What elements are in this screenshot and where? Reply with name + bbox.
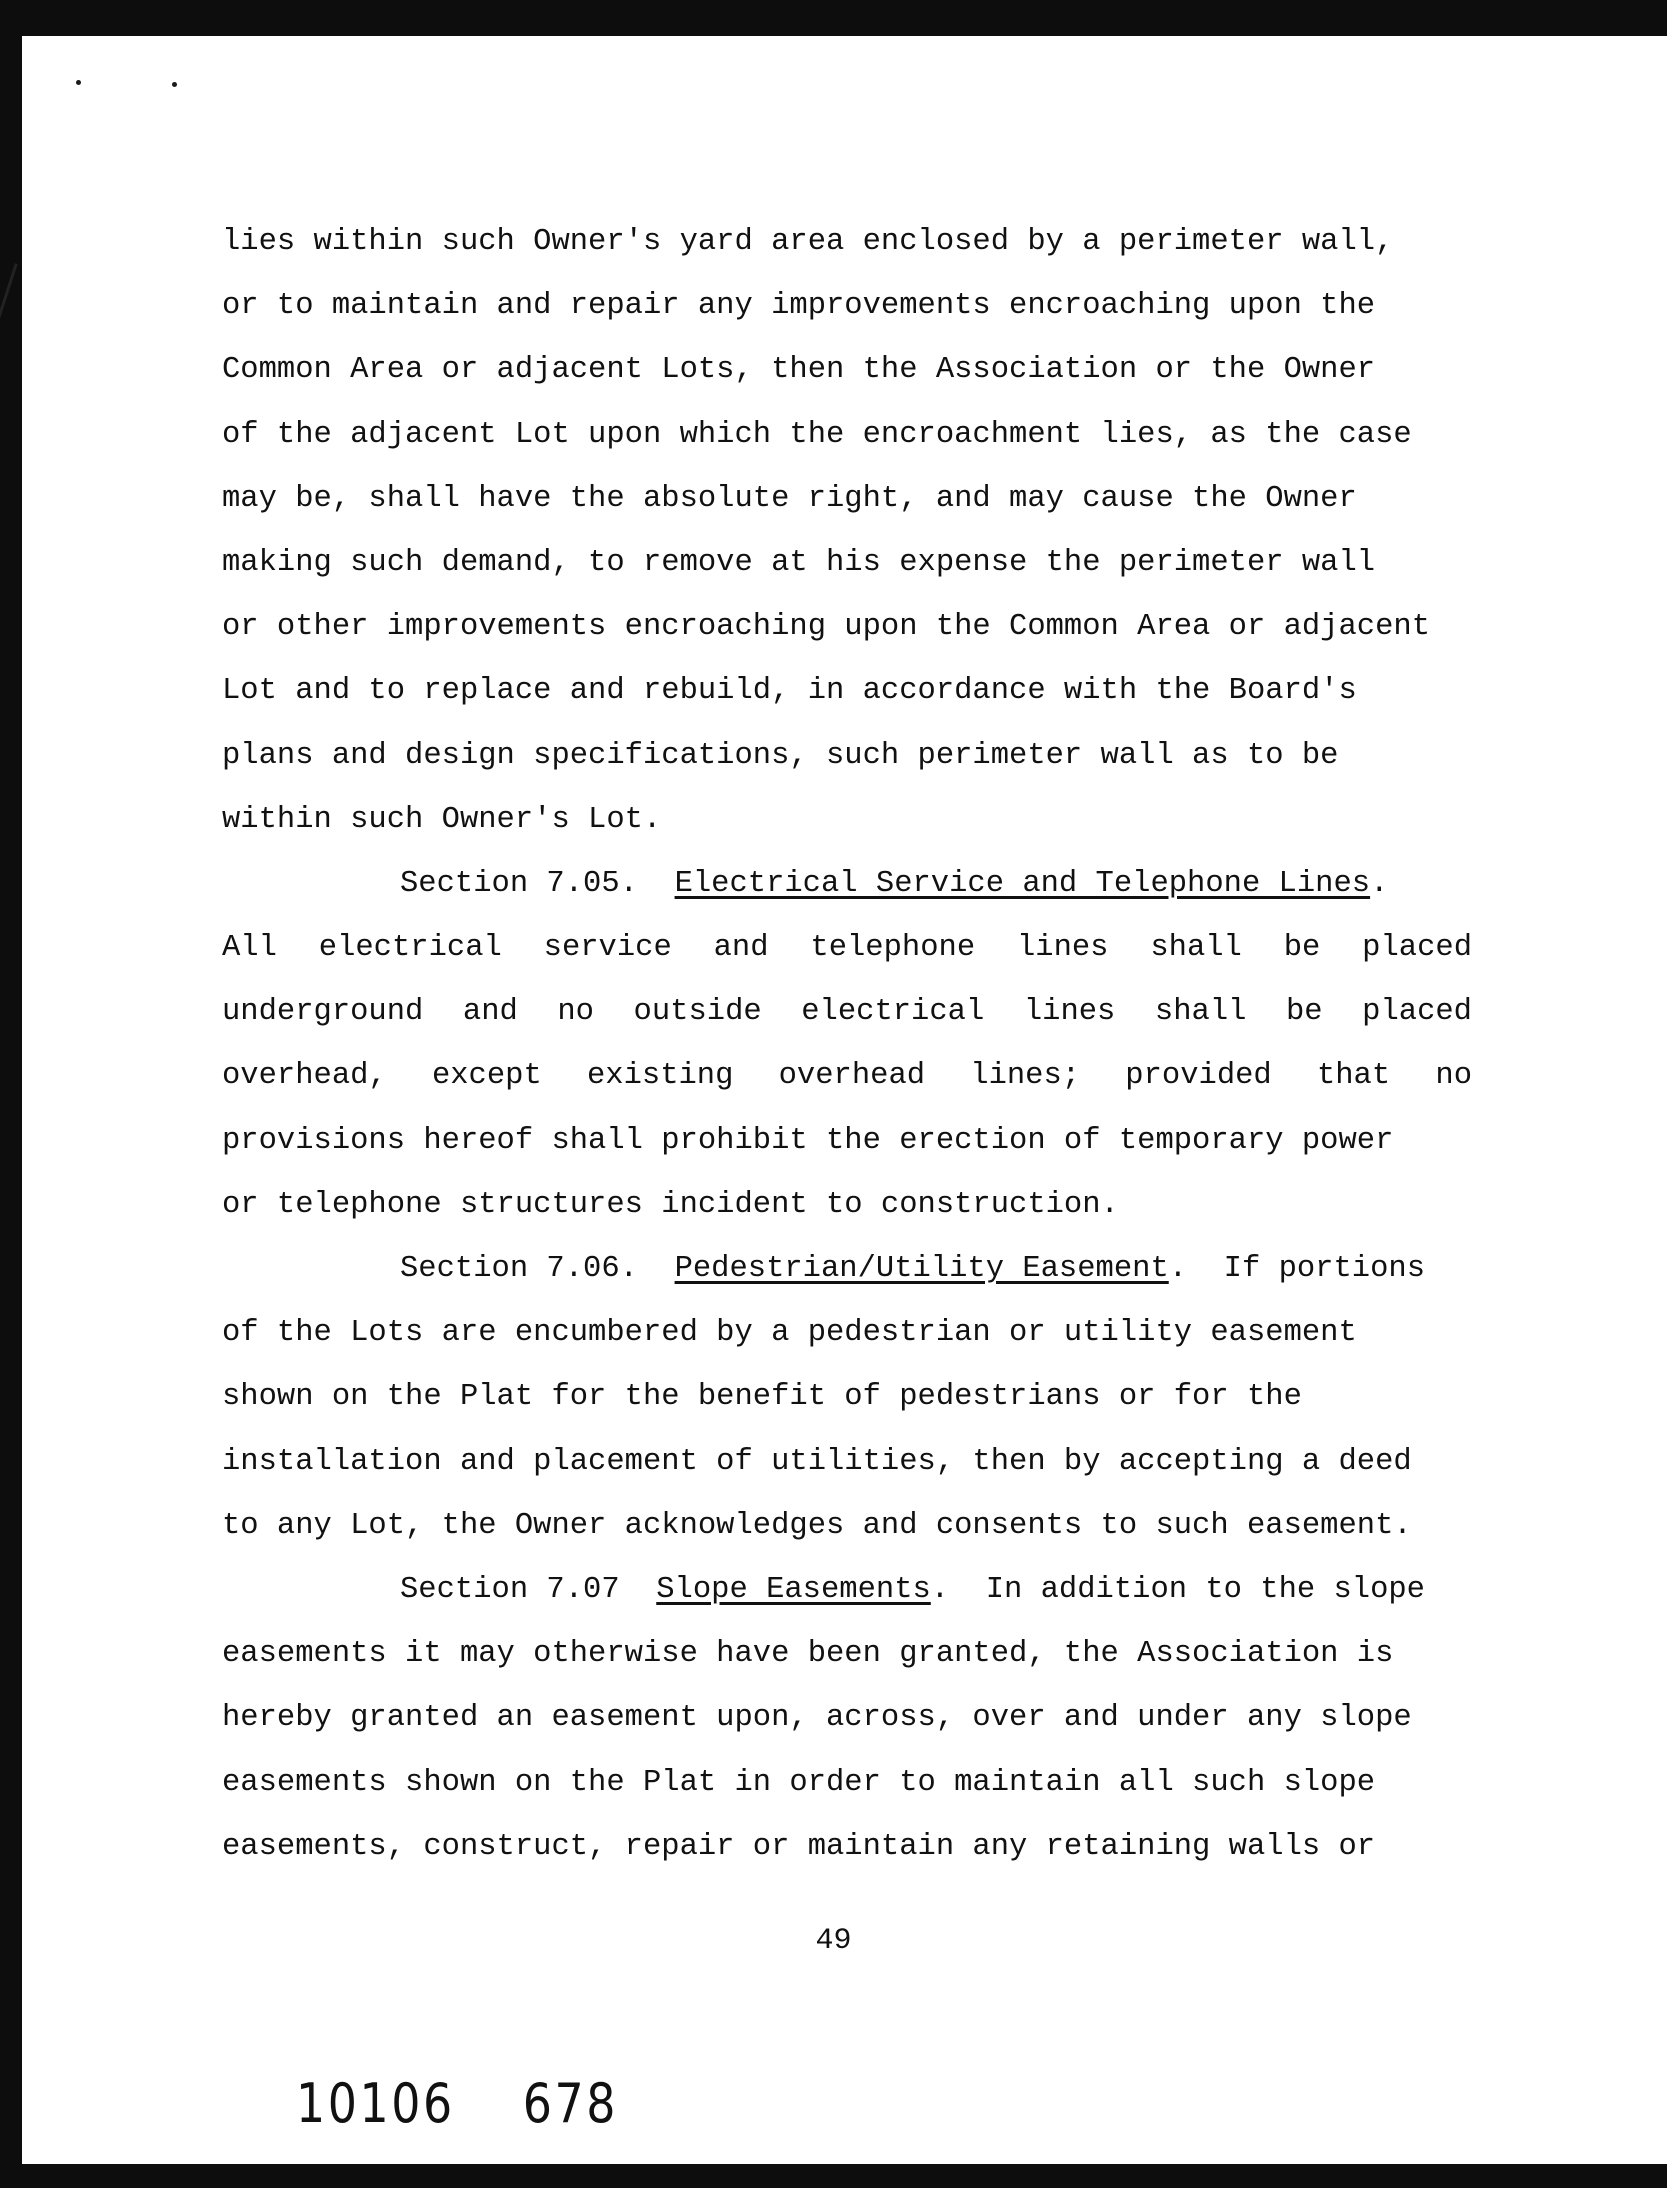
text-line: easements shown on the Plat in order to maintain all such slope: [222, 1765, 1376, 1800]
section-text: In addition to the slope: [985, 1572, 1425, 1607]
text-line: of the Lots are encumbered by a pedestrian or utility easement: [222, 1316, 1357, 1351]
text-line: to any Lot, the Owner acknowledges and consents to such easement.: [222, 1508, 1412, 1543]
text-line: Lot and to replace and rebuild, in accordance with the Board's: [222, 674, 1357, 709]
text-line: or other improvements encroaching upon the Common Area or adjacent: [222, 610, 1430, 645]
text-line: provisions hereof shall prohibit the erection of temporary power: [222, 1123, 1394, 1158]
stamp-book-number: 10106: [296, 2072, 455, 2135]
scan-bottom-border: [0, 2164, 1667, 2188]
text-line: within such Owner's Lot.: [222, 802, 662, 837]
scan-speck: [172, 82, 177, 87]
section-title: Pedestrian/Utility Easement: [674, 1252, 1169, 1286]
text-line: underground and no outside electrical lines shall be placed: [222, 995, 1472, 1030]
section-heading-7-06: Section 7.06. Pedestrian/Utility Easement. If portions: [400, 1252, 1426, 1286]
section-number: Section 7.05.: [400, 866, 638, 901]
scan-top-border: [0, 0, 1667, 36]
text-line: All electrical service and telephone lines shall be placed: [222, 931, 1472, 966]
scan-left-border: [0, 0, 22, 2188]
text-line: easements it may otherwise have been granted, the Association is: [222, 1637, 1394, 1672]
section-title: Slope Easements: [656, 1572, 931, 1607]
text-line: of the adjacent Lot upon which the encroachment lies, as the case: [222, 417, 1412, 452]
text-line: shown on the Plat for the benefit of pedestrians or for the: [222, 1380, 1302, 1415]
text-line: lies within such Owner's yard area enclosed by a perimeter wall,: [222, 225, 1394, 259]
text-line: or telephone structures incident to construction.: [222, 1187, 1119, 1222]
section-title: Electrical Service and Telephone Lines: [674, 866, 1371, 901]
section-number: Section 7.07: [400, 1572, 620, 1607]
document-body: [222, 210, 1472, 1879]
section-heading-7-07: Section 7.07 Slope Easements. In addition to the slope: [400, 1572, 1425, 1607]
document-stamp: [296, 2072, 686, 2135]
page-number: 49: [815, 1924, 852, 1958]
text-line: Common Area or adjacent Lots, then the Association or the Owner: [222, 353, 1376, 388]
section-text: If portions: [1223, 1252, 1426, 1286]
text-line: making such demand, to remove at his expense the perimeter wall: [222, 545, 1376, 580]
text-line: hereby granted an easement upon, across, over and under any slope: [222, 1701, 1412, 1736]
scan-speck: [76, 80, 81, 85]
text-line: plans and design specifications, such perimeter wall as to be: [222, 738, 1339, 773]
section-number: Section 7.06.: [400, 1252, 638, 1286]
stamp-page-number: 678: [522, 2072, 619, 2135]
text-line: easements, construct, repair or maintain any retaining walls or: [222, 1829, 1376, 1864]
text-line: or to maintain and repair any improvements encroaching upon the: [222, 289, 1376, 324]
section-heading-7-05: Section 7.05. Electrical Service and Telephone Lines.: [400, 866, 1389, 901]
text-line: installation and placement of utilities, then by accepting a deed: [222, 1444, 1412, 1479]
text-line: overhead, except existing overhead lines; provided that no: [222, 1059, 1472, 1094]
text-line: may be, shall have the absolute right, and may cause the Owner: [222, 481, 1357, 516]
